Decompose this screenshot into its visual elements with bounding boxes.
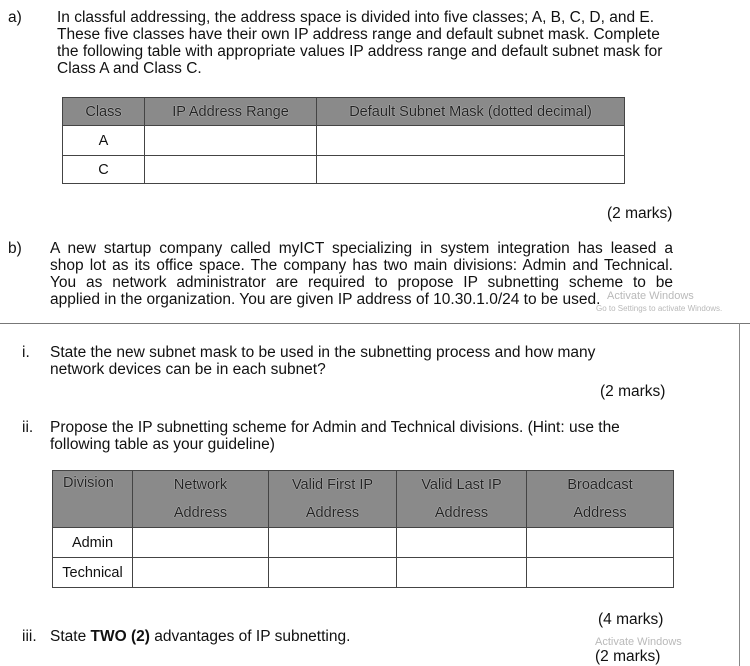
network-address-cell[interactable] bbox=[133, 528, 269, 558]
subnet-table-header: Network Address bbox=[133, 471, 269, 528]
broadcast-cell[interactable] bbox=[527, 558, 674, 588]
division-cell: Technical bbox=[53, 558, 133, 588]
question-b-text bbox=[50, 240, 673, 308]
subnet-mask-cell[interactable] bbox=[317, 126, 625, 156]
question-a-label: a) bbox=[8, 9, 22, 26]
question-b-line: You as network administrator are required to propose IP subnetting scheme to be bbox=[50, 274, 673, 291]
broadcast-cell[interactable] bbox=[527, 528, 674, 558]
question-b-line: shop lot as its office space. The company has two main divisions: Admin and Technical. bbox=[50, 257, 673, 274]
question-b-line: A new startup company called myICT specializing in system integration has leased a bbox=[50, 240, 673, 257]
subnet-table bbox=[52, 470, 674, 588]
question-a-text bbox=[57, 9, 677, 77]
page-edge bbox=[739, 323, 740, 666]
part-iii-text: State TWO (2) advantages of IP subnetting. bbox=[50, 628, 351, 645]
part-ii-marks: (4 marks) bbox=[598, 611, 664, 628]
first-ip-cell[interactable] bbox=[269, 528, 397, 558]
class-table-header: IP Address Range bbox=[145, 98, 317, 126]
subnet-table-header: Valid Last IP Address bbox=[397, 471, 527, 528]
class-cell: A bbox=[63, 126, 145, 156]
part-i-line: network devices can be in each subnet? bbox=[50, 361, 326, 378]
table-row bbox=[53, 558, 674, 588]
part-iii-label: iii. bbox=[22, 628, 37, 645]
activate-windows-watermark-2: Activate Windows bbox=[595, 636, 682, 648]
question-a-line: Class A and Class C. bbox=[57, 60, 202, 77]
part-i-line: State the new subnet mask to be used in the subnetting process and how many bbox=[50, 344, 596, 361]
table-row bbox=[63, 156, 625, 184]
question-a-marks: (2 marks) bbox=[607, 205, 673, 222]
part-i-label: i. bbox=[22, 344, 30, 361]
ip-range-cell[interactable] bbox=[145, 126, 317, 156]
question-a-line: the following table with appropriate values IP address range and default subnet mask for bbox=[57, 43, 663, 60]
subnet-table-header: Valid First IP Address bbox=[269, 471, 397, 528]
class-table-header: Default Subnet Mask (dotted decimal) bbox=[317, 98, 625, 126]
part-iii-marks: (2 marks) bbox=[595, 648, 661, 665]
subnet-table-header: Division bbox=[53, 471, 133, 528]
table-row bbox=[53, 528, 674, 558]
question-a-line: These five classes have their own IP address range and default subnet mask. Complete bbox=[57, 26, 660, 43]
part-i-marks: (2 marks) bbox=[600, 383, 666, 400]
part-ii-line: following table as your guideline) bbox=[50, 436, 275, 453]
part-ii-line: Propose the IP subnetting scheme for Admin and Technical divisions. (Hint: use the bbox=[50, 419, 620, 436]
part-ii-label: ii. bbox=[22, 419, 34, 436]
first-ip-cell[interactable] bbox=[269, 558, 397, 588]
activate-windows-watermark: Activate Windows bbox=[607, 290, 694, 302]
subnet-table-header: Broadcast Address bbox=[527, 471, 674, 528]
last-ip-cell[interactable] bbox=[397, 558, 527, 588]
part-ii-text bbox=[50, 419, 670, 453]
network-address-cell[interactable] bbox=[133, 558, 269, 588]
division-cell: Admin bbox=[53, 528, 133, 558]
ip-range-cell[interactable] bbox=[145, 156, 317, 184]
question-b-line: applied in the organization. You are given IP address of 10.30.1.0/24 to be used. bbox=[50, 291, 601, 308]
subnet-mask-cell[interactable] bbox=[317, 156, 625, 184]
question-b-label: b) bbox=[8, 240, 22, 257]
question-a-line: In classful addressing, the address space is divided into five classes; A, B, C, D, and E. bbox=[57, 9, 655, 26]
table-row bbox=[63, 126, 625, 156]
page-divider bbox=[0, 323, 750, 324]
class-table bbox=[62, 97, 625, 184]
part-i-text bbox=[50, 344, 670, 378]
part-iii-emphasis: TWO (2) bbox=[90, 628, 150, 645]
class-table-header: Class bbox=[63, 98, 145, 126]
class-cell: C bbox=[63, 156, 145, 184]
last-ip-cell[interactable] bbox=[397, 528, 527, 558]
activate-windows-subtitle: Go to Settings to activate Windows. bbox=[596, 304, 723, 313]
